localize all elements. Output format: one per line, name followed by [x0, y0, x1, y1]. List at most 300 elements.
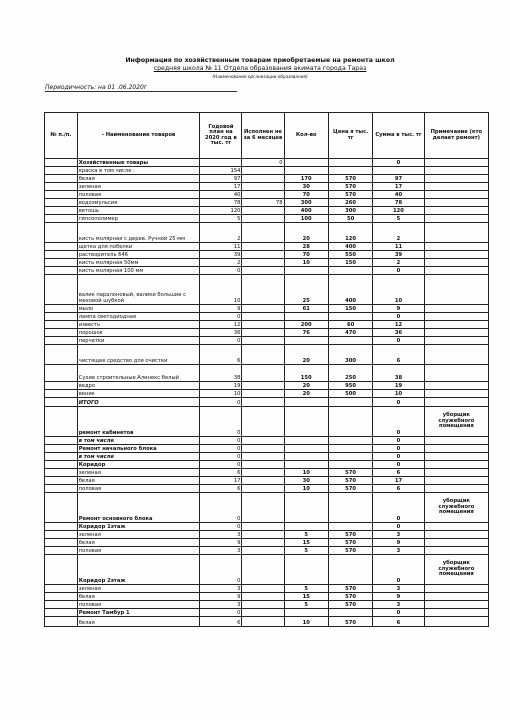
price-cell: [328, 337, 372, 345]
item-name-cell: щетка для побелки: [77, 243, 200, 251]
row-number-cell: [45, 321, 78, 329]
quantity-cell: [284, 337, 328, 345]
item-name-cell: краска в том числе :: [77, 167, 200, 175]
plan-cell: 36: [200, 329, 242, 337]
sum-cell: 120: [373, 207, 424, 215]
plan-cell: 10: [200, 390, 242, 398]
sum-cell: 5: [373, 215, 424, 223]
row-number-cell: [45, 159, 78, 167]
executed-cell: [242, 539, 284, 547]
row-number-cell: [45, 382, 78, 390]
note-cell: [424, 337, 488, 345]
note-cell: [424, 617, 488, 627]
row-number-cell: [45, 275, 78, 305]
quantity-cell: 30: [284, 477, 328, 485]
quantity-cell: [284, 461, 328, 469]
table-row: [45, 337, 489, 345]
executed-cell: [242, 191, 284, 199]
table-row: [45, 305, 489, 313]
col-header-note: Примечание (кто делает ремонт): [424, 113, 488, 159]
table-row: [45, 523, 489, 531]
note-cell: [424, 453, 488, 461]
plan-cell: 2: [200, 223, 242, 243]
note-cell: [424, 345, 488, 365]
title-line-2: средняя школа № 11 Отдела образования акимата города Тараз: [153, 65, 367, 72]
item-name-cell: белая: [77, 593, 200, 601]
note-cell: [424, 523, 488, 531]
document-title: [40, 57, 480, 73]
sum-cell: 40: [373, 191, 424, 199]
quantity-cell: 20: [284, 345, 328, 365]
row-number-cell: [45, 617, 78, 627]
table-row: [45, 207, 489, 215]
row-number-cell: [45, 259, 78, 267]
sum-cell: 2: [373, 223, 424, 243]
quantity-cell: 5: [284, 585, 328, 593]
price-cell: 570: [328, 593, 372, 601]
table-row: [45, 609, 489, 617]
price-cell: 400: [328, 243, 372, 251]
price-cell: [328, 313, 372, 321]
sum-cell: 10: [373, 390, 424, 398]
sum-cell: 97: [373, 175, 424, 183]
table-row: [45, 555, 489, 585]
col-header-plan: Годовой план на 2020 год в тыс. тг: [200, 113, 242, 159]
table-row: [45, 223, 489, 243]
price-cell: [328, 167, 372, 175]
table-row: [45, 329, 489, 337]
price-cell: [328, 523, 372, 531]
sum-cell: 0: [373, 445, 424, 453]
executed-cell: [242, 461, 284, 469]
title-line-1: Информация по хозяйственным товарам приобретаемые на ремонта школ: [125, 57, 395, 64]
sum-cell: 0: [373, 337, 424, 345]
quantity-cell: [284, 313, 328, 321]
table-row: [45, 461, 489, 469]
quantity-cell: 70: [284, 191, 328, 199]
sum-cell: 10: [373, 275, 424, 305]
quantity-cell: 15: [284, 593, 328, 601]
note-cell: уборщик служебного помещения: [424, 555, 488, 585]
executed-cell: [242, 267, 284, 275]
table-row: [45, 531, 489, 539]
item-name-cell: Коридор 2этаж: [77, 555, 200, 585]
quantity-cell: [284, 493, 328, 523]
table-row: [45, 585, 489, 593]
executed-cell: [242, 555, 284, 585]
table-row: [45, 469, 489, 477]
price-cell: 400: [328, 275, 372, 305]
note-cell: [424, 382, 488, 390]
quantity-cell: [284, 609, 328, 617]
sum-cell: 39: [373, 251, 424, 259]
price-cell: 150: [328, 259, 372, 267]
quantity-cell: 200: [284, 321, 328, 329]
executed-cell: [242, 390, 284, 398]
quantity-cell: 5: [284, 531, 328, 539]
sum-cell: 0: [373, 437, 424, 445]
sum-cell: 78: [373, 199, 424, 207]
executed-cell: [242, 531, 284, 539]
price-cell: 570: [328, 617, 372, 627]
note-cell: [424, 469, 488, 477]
note-cell: [424, 365, 488, 382]
sum-cell: 0: [373, 453, 424, 461]
sum-cell: 3: [373, 585, 424, 593]
executed-cell: [242, 313, 284, 321]
table-row: [45, 445, 489, 453]
plan-cell: 9: [200, 593, 242, 601]
table-row: [45, 593, 489, 601]
item-name-cell: водоэмульсия: [77, 199, 200, 207]
item-name-cell: Хозяйственные товары: [77, 159, 200, 167]
note-cell: [424, 585, 488, 593]
price-cell: [328, 555, 372, 585]
item-name-cell: зеленая: [77, 183, 200, 191]
price-cell: [328, 407, 372, 437]
item-name-cell: Коридор: [77, 461, 200, 469]
sum-cell: 38: [373, 365, 424, 382]
table-header-row: [45, 113, 489, 159]
plan-cell: 0: [200, 461, 242, 469]
price-cell: 570: [328, 183, 372, 191]
executed-cell: [242, 398, 284, 407]
plan-cell: 2: [200, 259, 242, 267]
item-name-cell: белая: [77, 477, 200, 485]
executed-cell: [242, 259, 284, 267]
note-cell: [424, 159, 488, 167]
quantity-cell: [284, 453, 328, 461]
note-cell: [424, 539, 488, 547]
row-number-cell: [45, 469, 78, 477]
executed-cell: [242, 485, 284, 493]
plan-cell: 9: [200, 539, 242, 547]
table-row: [45, 191, 489, 199]
price-cell: 300: [328, 345, 372, 365]
note-cell: [424, 313, 488, 321]
price-cell: 570: [328, 191, 372, 199]
row-number-cell: [45, 223, 78, 243]
executed-cell: [242, 601, 284, 609]
plan-cell: 10: [200, 275, 242, 305]
executed-cell: [242, 365, 284, 382]
note-cell: [424, 461, 488, 469]
executed-cell: [242, 493, 284, 523]
row-number-cell: [45, 609, 78, 617]
note-cell: [424, 477, 488, 485]
item-name-cell: ремонт кабинетов: [77, 407, 200, 437]
note-cell: [424, 267, 488, 275]
note-cell: [424, 601, 488, 609]
table-row: [45, 321, 489, 329]
quantity-cell: 20: [284, 223, 328, 243]
note-cell: [424, 531, 488, 539]
price-cell: 500: [328, 390, 372, 398]
row-number-cell: [45, 183, 78, 191]
table-row: [45, 215, 489, 223]
quantity-cell: 5: [284, 547, 328, 555]
sum-cell: 11: [373, 243, 424, 251]
item-name-cell: половая: [77, 601, 200, 609]
col-header-quantity: Кол-во: [284, 113, 328, 159]
price-cell: 570: [328, 547, 372, 555]
table-row: [45, 313, 489, 321]
quantity-cell: 15: [284, 539, 328, 547]
table-row: [45, 345, 489, 365]
executed-cell: [242, 167, 284, 175]
item-name-cell: Ремонт основного блока: [77, 493, 200, 523]
sum-cell: [373, 167, 424, 175]
row-number-cell: [45, 365, 78, 382]
price-cell: [328, 609, 372, 617]
sum-cell: 19: [373, 382, 424, 390]
plan-cell: 3: [200, 547, 242, 555]
quantity-cell: 76: [284, 329, 328, 337]
note-cell: [424, 321, 488, 329]
table-row: [45, 275, 489, 305]
sum-cell: 6: [373, 345, 424, 365]
quantity-cell: 25: [284, 275, 328, 305]
price-cell: 570: [328, 477, 372, 485]
item-name-cell: лампа светодиодная: [77, 313, 200, 321]
sum-cell: 9: [373, 539, 424, 547]
item-name-cell: половая: [77, 485, 200, 493]
sum-cell: 17: [373, 477, 424, 485]
col-header-price: Цена я тыс. тг: [328, 113, 372, 159]
row-number-cell: [45, 555, 78, 585]
col-header-sum: Сумма в тыс. тг: [373, 113, 424, 159]
sum-cell: 9: [373, 593, 424, 601]
table-row: [45, 547, 489, 555]
sum-cell: 12: [373, 321, 424, 329]
document-subtitle: (Наименование организации образования): [212, 74, 308, 79]
plan-cell: 17: [200, 183, 242, 191]
price-cell: [328, 437, 372, 445]
table-row: [45, 539, 489, 547]
item-name-cell: Коридор 1этаж: [77, 523, 200, 531]
table-row: [45, 259, 489, 267]
col-header-name: - Наименование товаров: [77, 113, 200, 159]
executed-cell: 78: [242, 199, 284, 207]
row-number-cell: [45, 485, 78, 493]
row-number-cell: [45, 523, 78, 531]
executed-cell: [242, 453, 284, 461]
table-row: [45, 398, 489, 407]
note-cell: [424, 243, 488, 251]
quantity-cell: 20: [284, 382, 328, 390]
price-cell: 150: [328, 305, 372, 313]
note-cell: [424, 547, 488, 555]
table-row: [45, 183, 489, 191]
executed-cell: [242, 215, 284, 223]
row-number-cell: [45, 215, 78, 223]
sum-cell: 0: [373, 555, 424, 585]
row-number-cell: [45, 305, 78, 313]
table-row: [45, 601, 489, 609]
note-cell: [424, 305, 488, 313]
note-cell: [424, 485, 488, 493]
executed-cell: [242, 609, 284, 617]
executed-cell: [242, 477, 284, 485]
row-number-cell: [45, 493, 78, 523]
item-name-cell: Ремонт начального блока: [77, 445, 200, 453]
item-name-cell: зеленая: [77, 531, 200, 539]
plan-cell: 0: [200, 523, 242, 531]
quantity-cell: 10: [284, 469, 328, 477]
plan-cell: 0: [200, 437, 242, 445]
table-row: [45, 477, 489, 485]
item-name-cell: чистящее средство для очистки: [77, 345, 200, 365]
price-cell: [328, 398, 372, 407]
item-name-cell: белая: [77, 539, 200, 547]
executed-cell: [242, 437, 284, 445]
quantity-cell: 61: [284, 305, 328, 313]
executed-cell: [242, 382, 284, 390]
sum-cell: 6: [373, 469, 424, 477]
price-cell: 50: [328, 215, 372, 223]
note-cell: [424, 437, 488, 445]
note-cell: уборщик служебного помещения: [424, 407, 488, 437]
quantity-cell: [284, 267, 328, 275]
item-name-cell: Ремонт Тамбур 1: [77, 609, 200, 617]
plan-cell: 3: [200, 531, 242, 539]
note-cell: уборщик служебного помещения: [424, 493, 488, 523]
table-row: [45, 175, 489, 183]
item-name-cell: в том числе: [77, 437, 200, 445]
item-name-cell: перчатки: [77, 337, 200, 345]
plan-cell: 0: [200, 398, 242, 407]
plan-cell: 154: [200, 167, 242, 175]
item-name-cell: Сухие строительные Алинекс белый: [77, 365, 200, 382]
table-row: [45, 485, 489, 493]
plan-cell: 6: [200, 345, 242, 365]
sum-cell: 6: [373, 617, 424, 627]
table-row: [45, 382, 489, 390]
row-number-cell: [45, 243, 78, 251]
sum-cell: 0: [373, 407, 424, 437]
item-name-cell: мыло: [77, 305, 200, 313]
plan-cell: 6: [200, 617, 242, 627]
quantity-cell: [284, 445, 328, 453]
price-cell: 570: [328, 601, 372, 609]
item-name-cell: известь: [77, 321, 200, 329]
executed-cell: [242, 207, 284, 215]
sum-cell: 0: [373, 523, 424, 531]
item-name-cell: гипсополимер: [77, 215, 200, 223]
note-cell: [424, 445, 488, 453]
plan-cell: 0: [200, 453, 242, 461]
quantity-cell: [284, 167, 328, 175]
table-row: [45, 453, 489, 461]
quantity-cell: 5: [284, 601, 328, 609]
table-row: [45, 251, 489, 259]
sum-cell: 3: [373, 531, 424, 539]
table-row: [45, 199, 489, 207]
note-cell: [424, 215, 488, 223]
note-cell: [424, 609, 488, 617]
note-cell: [424, 223, 488, 243]
row-number-cell: [45, 539, 78, 547]
item-name-cell: порошок: [77, 329, 200, 337]
note-cell: [424, 175, 488, 183]
row-number-cell: [45, 175, 78, 183]
executed-cell: [242, 275, 284, 305]
plan-cell: 9: [200, 305, 242, 313]
quantity-cell: 150: [284, 365, 328, 382]
table-row: [45, 243, 489, 251]
plan-cell: 0: [200, 337, 242, 345]
row-number-cell: [45, 398, 78, 407]
price-cell: [328, 267, 372, 275]
row-number-cell: [45, 337, 78, 345]
executed-cell: [242, 251, 284, 259]
table-row: [45, 437, 489, 445]
quantity-cell: 20: [284, 390, 328, 398]
executed-cell: [242, 329, 284, 337]
sum-cell: 0: [373, 313, 424, 321]
plan-cell: 0: [200, 407, 242, 437]
row-number-cell: [45, 199, 78, 207]
quantity-cell: 100: [284, 215, 328, 223]
plan-cell: 12: [200, 321, 242, 329]
plan-cell: 40: [200, 191, 242, 199]
item-name-cell: валик паралоновый, валики большие с меховой шубкой: [77, 275, 200, 305]
price-cell: 570: [328, 531, 372, 539]
quantity-cell: 70: [284, 251, 328, 259]
col-header-executed: Исполнен не за 6 месяцев: [242, 113, 284, 159]
sum-cell: 0: [373, 267, 424, 275]
plan-cell: 6: [200, 485, 242, 493]
executed-cell: [242, 593, 284, 601]
note-cell: [424, 251, 488, 259]
item-name-cell: кисть молярная 100 мм: [77, 267, 200, 275]
plan-cell: 11: [200, 243, 242, 251]
item-name-cell: зеленая: [77, 585, 200, 593]
table-row: [45, 365, 489, 382]
price-cell: 570: [328, 585, 372, 593]
item-name-cell: ведро: [77, 382, 200, 390]
note-cell: [424, 207, 488, 215]
price-cell: 120: [328, 223, 372, 243]
sum-cell: 0: [373, 461, 424, 469]
quantity-cell: 30: [284, 183, 328, 191]
item-name-cell: белая: [77, 617, 200, 627]
plan-cell: 6: [200, 469, 242, 477]
price-cell: 300: [328, 207, 372, 215]
price-cell: 60: [328, 321, 372, 329]
executed-cell: [242, 345, 284, 365]
price-cell: 260: [328, 199, 372, 207]
table-row: [45, 617, 489, 627]
plan-cell: 39: [200, 251, 242, 259]
quantity-cell: [284, 398, 328, 407]
plan-cell: 0: [200, 313, 242, 321]
note-cell: [424, 167, 488, 175]
note-cell: [424, 191, 488, 199]
item-name-cell: зеленая: [77, 469, 200, 477]
note-cell: [424, 275, 488, 305]
quantity-cell: 170: [284, 175, 328, 183]
quantity-cell: 10: [284, 259, 328, 267]
executed-cell: [242, 445, 284, 453]
note-cell: [424, 199, 488, 207]
quantity-cell: 400: [284, 207, 328, 215]
row-number-cell: [45, 345, 78, 365]
quantity-cell: [284, 159, 328, 167]
price-cell: [328, 461, 372, 469]
plan-cell: 0: [200, 267, 242, 275]
row-number-cell: [45, 593, 78, 601]
